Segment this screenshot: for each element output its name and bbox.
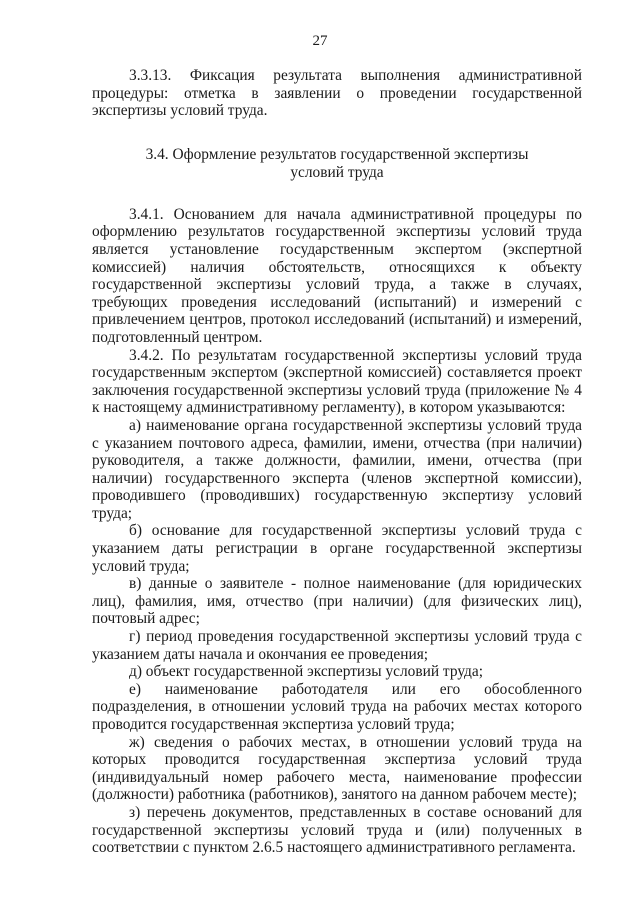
section-heading-line-2: условий труда bbox=[290, 163, 384, 181]
list-item-v: в) данные о заявителе - полное наименование (для юридических лиц), фамилия, имя, отчество (при наличии) (для физических лиц), почтовый адрес; bbox=[92, 575, 582, 628]
list-item-z: з) перечень документов, представленных в составе оснований для государственной экспертизы условий труда и (или) полученных в соответствии с пунктом 2.6.5 настоящего административного регламента. bbox=[92, 803, 582, 857]
paragraph-3-4-1: 3.4.1. Основанием для начала административной процедуры по оформлению результатов государственной экспертизы условий труда является установление государственным экспертом (экспертной комиссией) наличия обстоятельств, относящихся к объекту государственной экспертизы условий труда, а также в случаях, требующих проведения исследований (испытаний) и измерений с привлечением центров, протокол исследований (испытаний) и измерений, подготовленный центром. bbox=[92, 205, 582, 346]
paragraph-3-4-2: 3.4.2. По результатам государственной экспертизы условий труда государственным экспертом (экспертной комиссией) составляется проект заключения государственной экспертизы условий труда (приложение № 4 к настоящему административному регламенту), в котором указываются: bbox=[92, 346, 582, 417]
paragraph-3-3-13: 3.3.13. Фиксация результата выполнения административной процедуры: отметка в заявлении о проведении государственной экспертизы условий труда. bbox=[92, 67, 582, 120]
list-item-d: д) объект государственной экспертизы условий труда; bbox=[129, 663, 483, 681]
list-item-b: б) основание для государственной экспертизы условий труда с указанием даты регистрации в органе государственной экспертизы условий труда; bbox=[92, 522, 582, 575]
section-heading bbox=[92, 146, 582, 182]
document-body bbox=[92, 67, 582, 857]
list-item-a: а) наименование органа государственной экспертизы условий труда с указанием почтового адреса, фамилии, имени, отчества (при наличии) руководителя, а также должности, фамилии, имени, отчества (при наличии) государственного эксперта (членов экспертной комиссии), проводившего (проводивших) государственную экспертизу условий труда; bbox=[92, 416, 582, 522]
list-item-g: г) период проведения государственной экспертизы условий труда с указанием даты начала и окончания ее проведения; bbox=[92, 628, 582, 663]
list-item-zh: ж) сведения о рабочих местах, в отношении условий труда на которых проводится государственная экспертиза условий труда (индивидуальный номер рабочего места, наименование профессии (должности) работника (работников), занятого на данном рабочем месте); bbox=[92, 733, 582, 804]
list-item-e: е) наименование работодателя или его обособленного подразделения, в отношении условий труда на рабочих местах которого проводится государственная экспертиза условий труда; bbox=[92, 680, 582, 733]
page-number: 27 bbox=[312, 33, 328, 49]
section-heading-line-1: 3.4. Оформление результатов государственной экспертизы bbox=[145, 145, 529, 163]
